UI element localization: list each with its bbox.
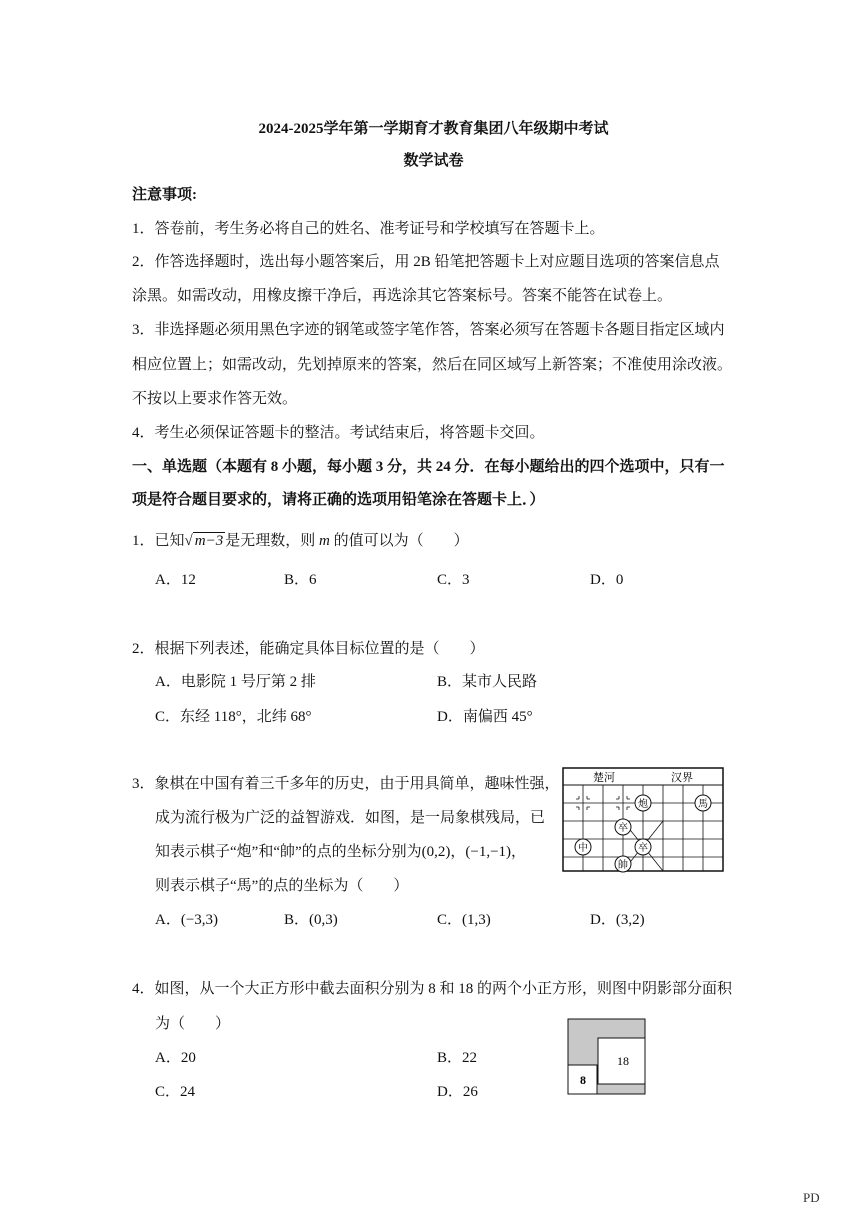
q1-variable: m <box>318 533 330 549</box>
q3-option-d: D．(3,2) <box>590 912 645 928</box>
footer-mark: PD <box>803 1190 820 1205</box>
svg-text:卒: 卒 <box>638 843 648 854</box>
q4-option-a: A．20 <box>155 1050 196 1066</box>
svg-text:卒: 卒 <box>618 823 628 834</box>
q1-option-a: A．12 <box>155 572 196 588</box>
q4-option-d: D．26 <box>437 1084 478 1100</box>
q3-option-b: B．(0,3) <box>284 912 338 928</box>
notes-line: 3．非选择题必须用黑色字迹的钢笔或签字笔作答，答案必须写在答题卡各题目指定区域内 <box>132 322 725 338</box>
question-4-line: 4．如图，从一个大正方形中截去面积分别为 8 和 18 的两个小正方形，则图中阴影部分面积 <box>132 981 733 997</box>
question-3-line: 知表示棋子“炮”和“帥”的点的坐标分别为(0,2)，(−1,−1)， <box>155 844 527 860</box>
section-heading: 一、单选题（本题有 8 小题，每小题 3 分，共 24 分．在每小题给出的四个选项中，只有一 <box>132 459 725 475</box>
question-1-stem <box>132 529 469 550</box>
q4-option-b: B．22 <box>437 1050 478 1066</box>
piece-zhong <box>575 839 591 855</box>
svg-text:炮: 炮 <box>638 799 648 810</box>
question-4-line: 为（ ） <box>155 1016 231 1032</box>
sqrt-symbol: √ <box>184 533 193 549</box>
q1-option-c: C．3 <box>437 572 470 588</box>
section-heading: 项是符合题目要求的，请将正确的选项用铅笔涂在答题卡上．） <box>132 492 545 508</box>
question-3-line: 成为流行极为广泛的益智游戏．如图，是一局象棋残局，已 <box>155 810 546 826</box>
q2-option-c: C．东经 118°，北纬 68° <box>155 709 312 725</box>
page-subtitle: 数学试卷 <box>403 153 464 169</box>
notes-line: 涂黑。如需改动，用橡皮擦干净后，再选涂其它答案标号。答案不能答在试卷上。 <box>132 288 673 304</box>
squares-figure <box>567 1018 647 1096</box>
q1-suffix-2: 的值可以为（ ） <box>333 533 469 549</box>
xiangqi-board-figure <box>562 767 725 874</box>
notes-line: 1．答卷前，考生务必将自己的姓名、准考证号和学校填写在答题卡上。 <box>132 221 605 237</box>
q1-radicand: m−3 <box>194 533 224 549</box>
page-title: 2024-2025学年第一学期育才教育集团八年级期中考试 <box>258 121 609 137</box>
notes-line: 2．作答选择题时，选出每小题答案后，用 2B 铅笔把答题卡上对应题目选项的答案信息点 <box>132 254 720 270</box>
q1-suffix: 是无理数，则 <box>225 533 316 549</box>
piece-zu-1 <box>615 819 631 835</box>
svg-text:馬: 馬 <box>698 799 708 810</box>
svg-text:帥: 帥 <box>618 860 628 871</box>
piece-shuai <box>615 856 631 872</box>
q4-option-c: C．24 <box>155 1084 196 1100</box>
q1-option-d: D．0 <box>590 572 624 588</box>
notes-line: 不按以上要求作答无效。 <box>132 391 298 407</box>
q2-option-d: D．南偏西 45° <box>437 709 533 725</box>
notes-heading: 注意事项: <box>132 187 197 203</box>
question-3-line: 3．象棋在中国有着三千多年的历史，由于用具简单，趣味性强， <box>132 776 560 792</box>
q1-prefix: 1．已知 <box>132 533 185 549</box>
river-label-right: 汉界 <box>671 772 693 784</box>
q3-option-c: C．(1,3) <box>437 912 491 928</box>
piece-ma <box>695 795 711 811</box>
q2-option-b: B．某市人民路 <box>437 674 538 690</box>
piece-zu-2 <box>635 839 651 855</box>
question-3-line: 则表示棋子“馬”的点的坐标为（ ） <box>155 878 409 894</box>
notes-line: 4．考生必须保证答题卡的整洁。考试结束后，将答题卡交回。 <box>132 425 545 441</box>
q3-option-a: A．(−3,3) <box>155 912 219 928</box>
square-8-label: 8 <box>580 1073 586 1087</box>
q1-option-b: B．6 <box>284 572 317 588</box>
q2-option-a: A．电影院 1 号厅第 2 排 <box>155 674 316 690</box>
river-label-left: 楚河 <box>593 772 615 784</box>
piece-pao <box>635 795 651 811</box>
notes-line: 相应位置上；如需改动，先划掉原来的答案，然后在同区域写上新答案；不准使用涂改液。 <box>132 357 733 373</box>
svg-text:中: 中 <box>578 843 588 854</box>
square-18-label: 18 <box>617 1054 629 1068</box>
question-2-stem: 2．根据下列表述，能确定具体目标位置的是（ ） <box>132 641 485 657</box>
